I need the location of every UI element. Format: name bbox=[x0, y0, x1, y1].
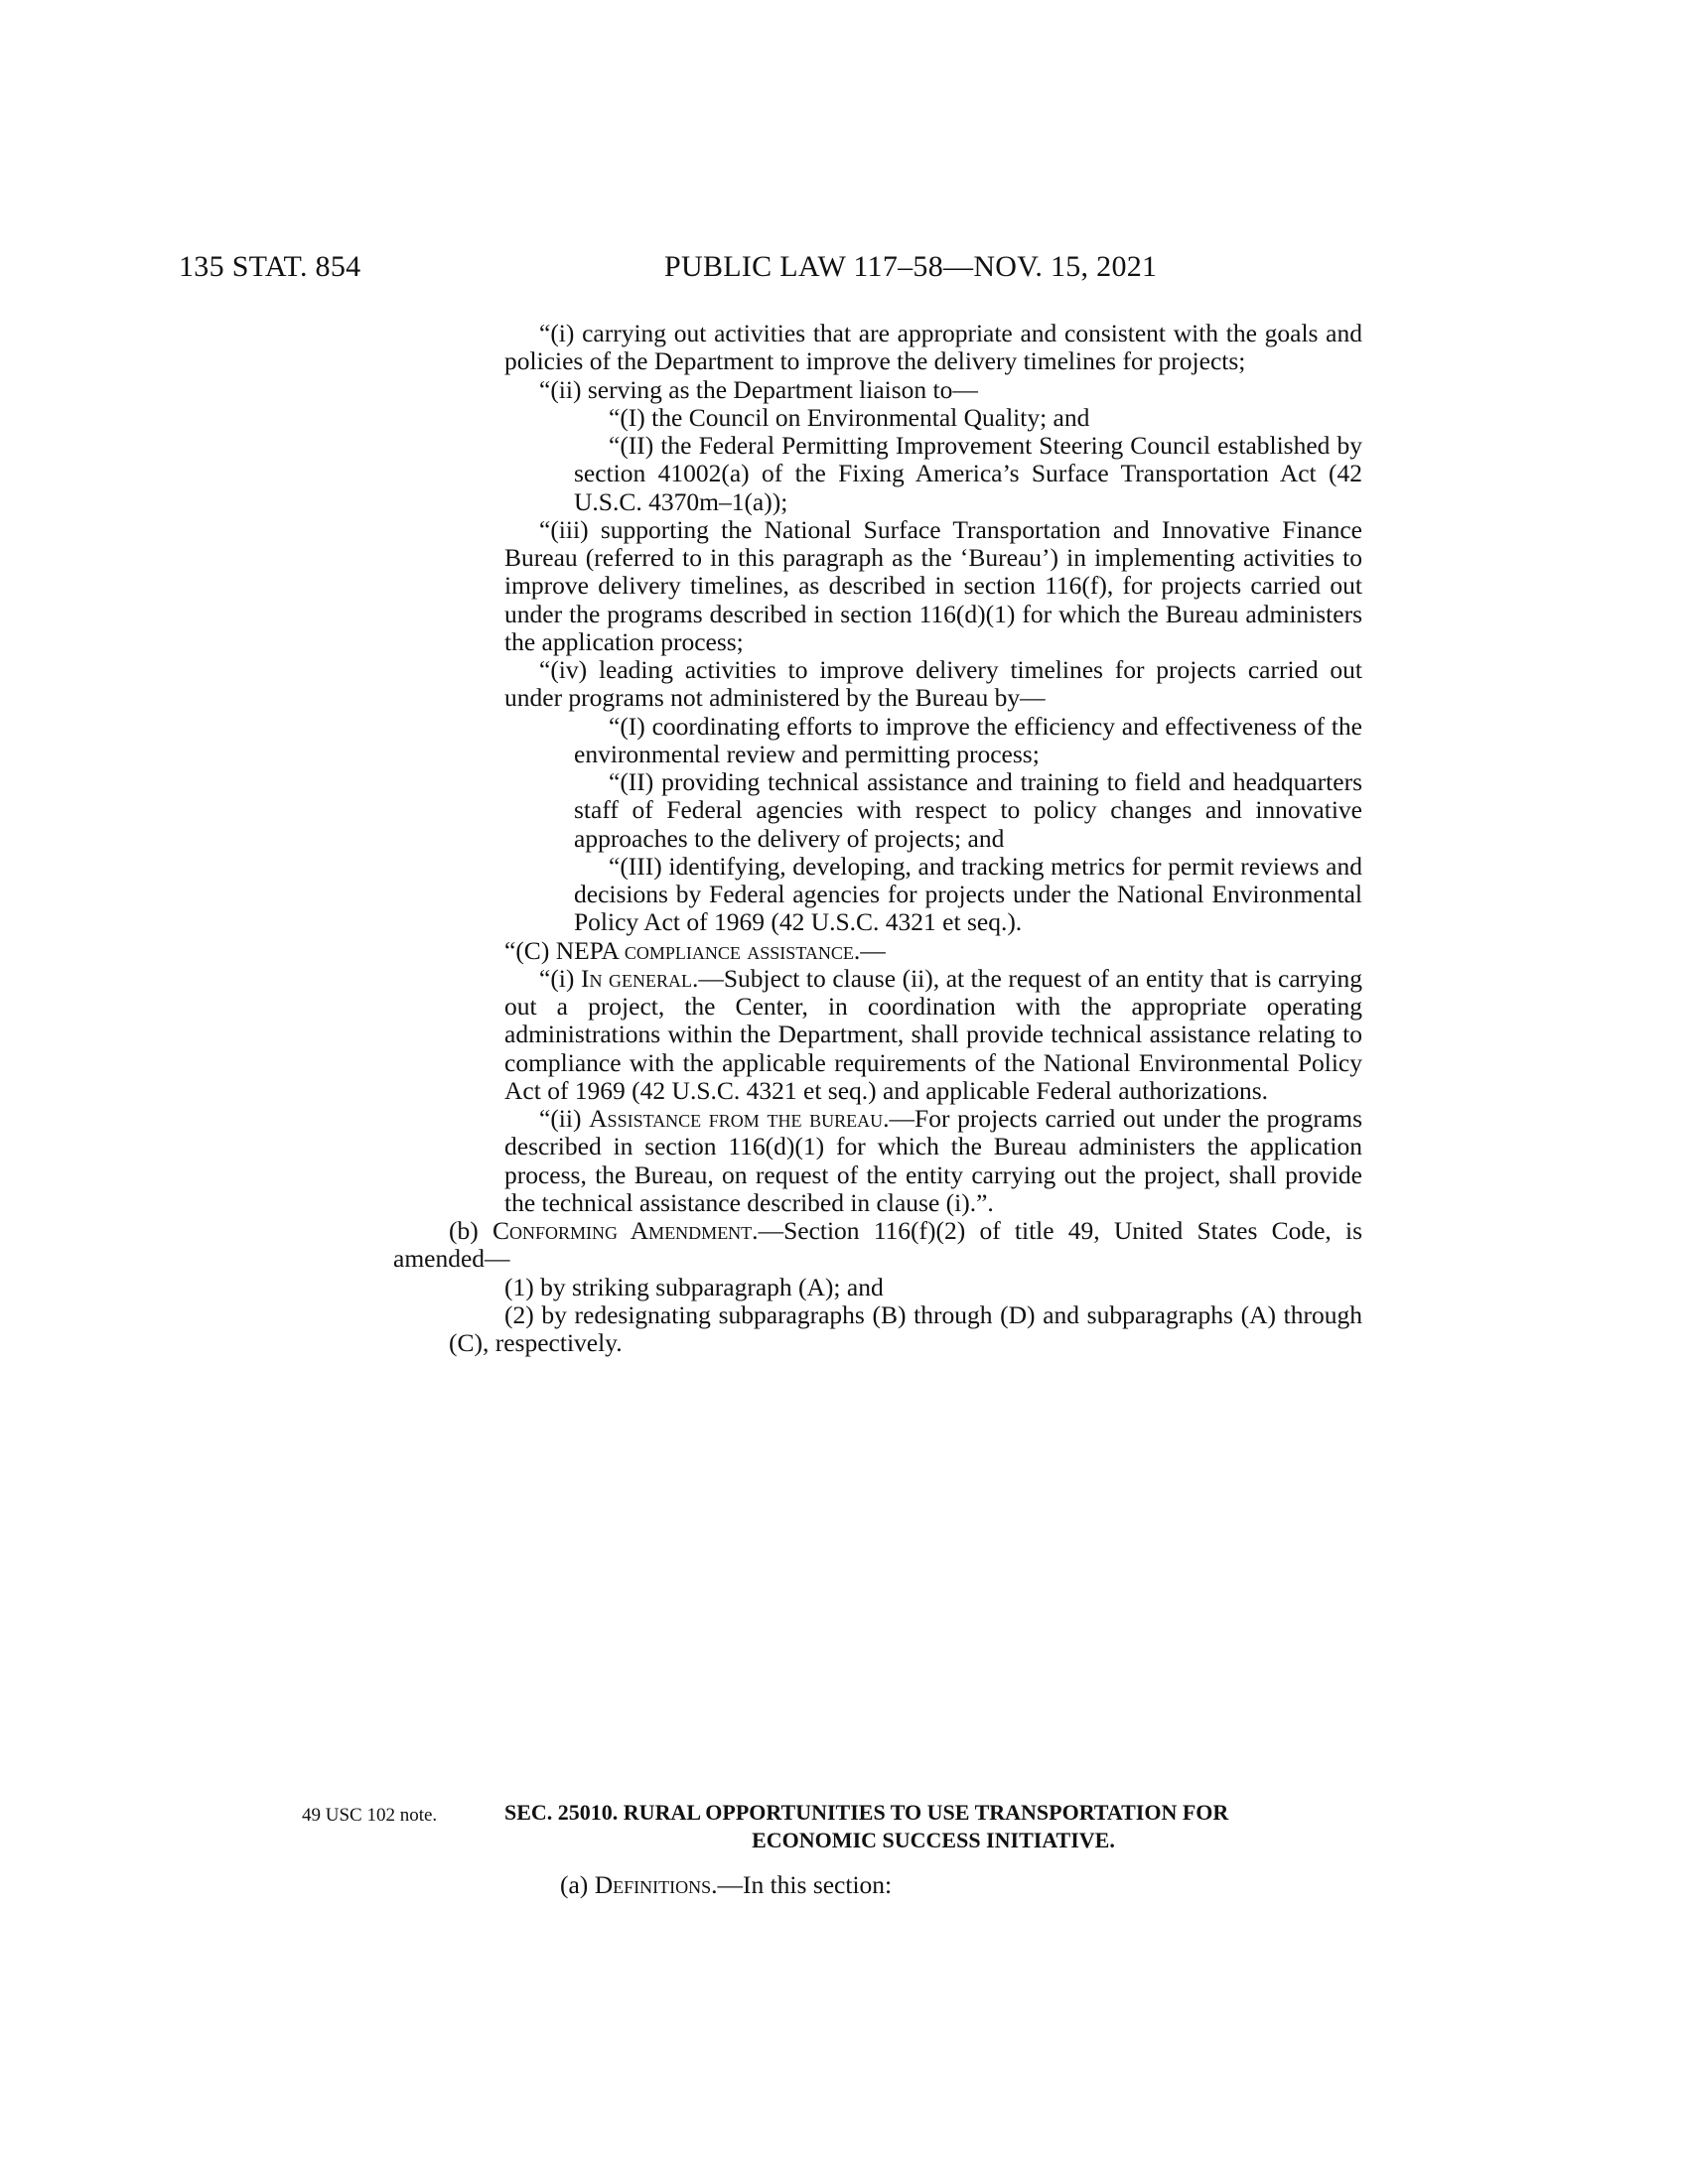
subclause-technical-assistance-training: “(II) providing technical assistance and training to field and headquarters staff of Federal agencies with respect to policy changes and innovative approaches to the delivery of projects; and bbox=[574, 767, 1362, 853]
clause-ii-liaison: “(ii) serving as the Department liaison to— bbox=[539, 374, 978, 404]
subsection-a-definitions: (a) Definitions.—In this section: bbox=[560, 1870, 893, 1899]
statute-body bbox=[393, 319, 1362, 1357]
clause-iii-bureau-support: “(iii) supporting the National Surface Transportation and Innovative Finance Bureau (referred to in this paragraph as the ‘Bureau’) in implementing activities to improve delivery timelines, as described in section 116(f), for projects carried out under the programs described in section 116(d)(1) for which the Bureau administers the application process; bbox=[504, 514, 1362, 656]
subclause-permitting-steering-council: “(II) the Federal Permitting Improvement Steering Council established by section 41002(a) of the Fixing America’s Surface Transportation Act (42 U.S.C. 4370m–1(a)); bbox=[574, 431, 1362, 516]
subparagraph-c-heading: NEPA compliance assistance.— bbox=[555, 935, 886, 965]
subclause-council-environmental-quality: “(I) the Council on Environmental Quality; and bbox=[609, 402, 1090, 432]
law-title: PUBLIC LAW 117–58—NOV. 15, 2021 bbox=[664, 250, 1158, 283]
subsection-b-conforming-amendment: (b) Conforming Amendment.—Section 116(f)(2) of title 49, United States Code, is amended— bbox=[393, 1216, 1362, 1274]
section-heading-line2: ECONOMIC SUCCESS INITIATIVE. bbox=[752, 1828, 1115, 1852]
clause-i-in-general: “(i) In general.—Subject to clause (ii), at the request of an entity that is carrying out a project, the Center, in coordination with the appropriate operating administrations within the Department, shall provide technical assistance relating to compliance with the applicable requirements of the National Environmental Policy Act of 1969 (42 U.S.C. 4321 et seq.) and applicable Federal authorizations. bbox=[504, 963, 1362, 1105]
clause-i-heading: In general. bbox=[580, 963, 699, 993]
section-heading bbox=[504, 1799, 1362, 1854]
subclause-tracking-metrics: “(III) identifying, developing, and tracking metrics for permit reviews and decisions by Federal agencies for projects under the National Environmental Policy Act of 1969 (42 U.S.C. 4321 et seq.). bbox=[574, 851, 1362, 937]
subclause-coordinating-efforts: “(I) coordinating efforts to improve the efficiency and effectiveness of the environmental review and permitting process; bbox=[574, 711, 1362, 768]
stat-reference: 135 STAT. 854 bbox=[179, 250, 361, 283]
margin-note: 49 USC 102 note. bbox=[302, 1805, 438, 1826]
definitions-heading: Definitions. bbox=[594, 1870, 718, 1899]
clause-ii-heading: Assistance from the bureau. bbox=[589, 1104, 890, 1133]
clause-ii-bureau-assistance: “(ii) Assistance from the bureau.—For projects carried out under the programs described in section 116(d)(1) for which the Bureau administers the application process, the Bureau, on request of the entity carrying out the project, shall provide the technical assistance described in clause (i).”. bbox=[504, 1104, 1362, 1217]
subsection-b-heading: Conforming Amendment. bbox=[492, 1216, 759, 1245]
subparagraph-c-nepa-assistance: “(C) NEPA compliance assistance.— bbox=[504, 935, 886, 965]
paragraph-2-redesignating: (2) by redesignating subparagraphs (B) through (D) and subparagraphs (A) through (C), respectively. bbox=[449, 1299, 1362, 1357]
section-heading-line1: SEC. 25010. RURAL OPPORTUNITIES TO USE TRANSPORTATION FOR bbox=[504, 1800, 1229, 1825]
page-header bbox=[0, 250, 1688, 290]
paragraph-1-striking: (1) by striking subparagraph (A); and bbox=[504, 1272, 884, 1301]
clause-iv-leading-activities: “(iv) leading activities to improve delivery timelines for projects carried out under programs not administered by the Bureau by— bbox=[504, 655, 1362, 713]
clause-i-delivery-timelines: “(i) carrying out activities that are appropriate and consistent with the goals and policies of the Department to improve the delivery timelines for projects; bbox=[504, 319, 1362, 376]
